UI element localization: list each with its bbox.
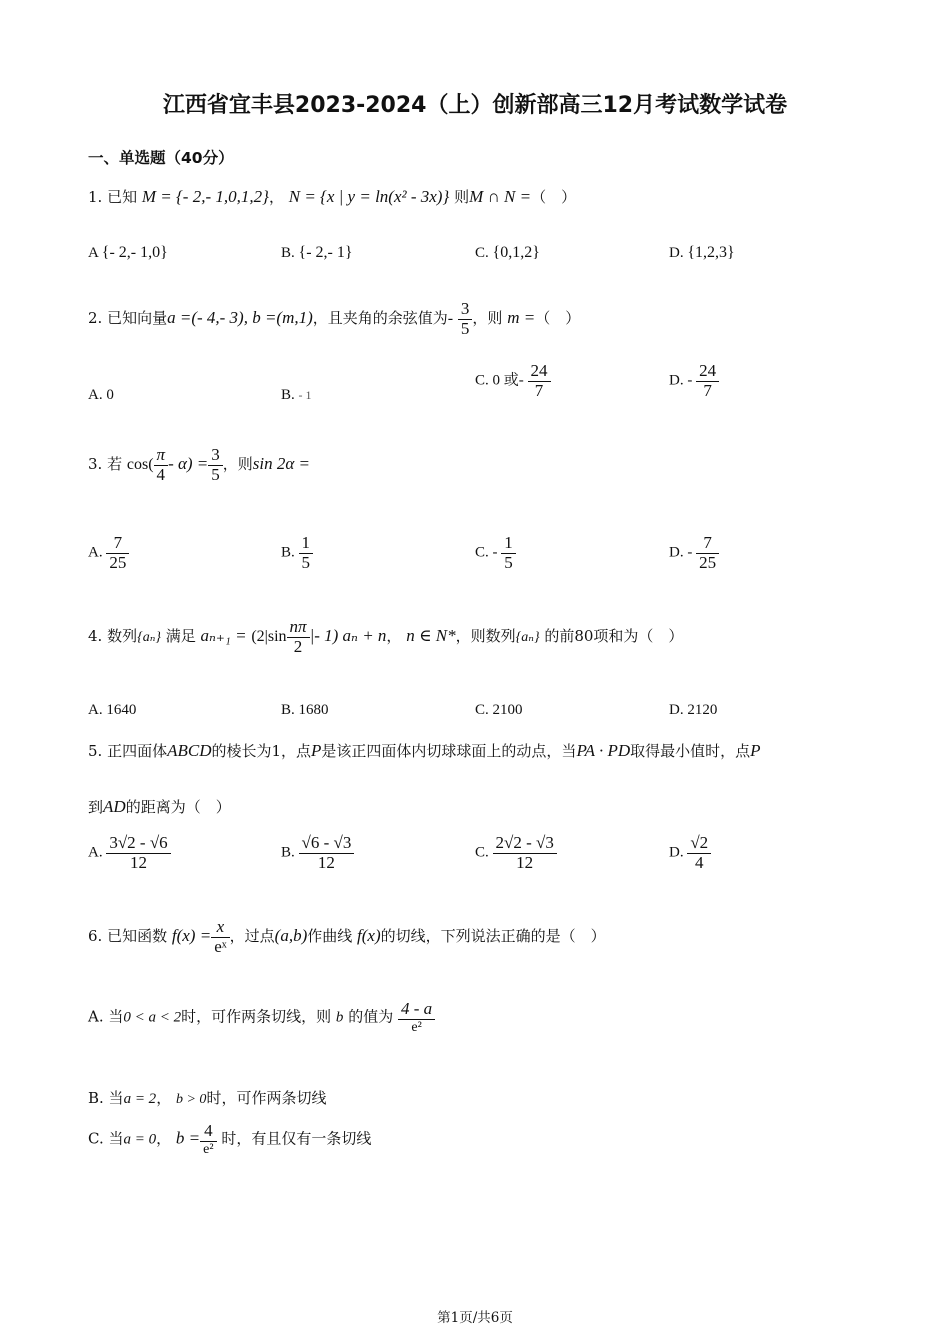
question-1 (88, 186, 576, 207)
q2-mid2: ，则 (472, 309, 503, 328)
q6-option-b (88, 1087, 326, 1108)
q1-option-b-label: B. (281, 245, 295, 261)
q1-option-a-value: {- 2,- 1,0} (101, 244, 168, 261)
q3-expr: sin 2α = (252, 454, 311, 474)
q6-option-c-cond: a = 0 (123, 1131, 157, 1148)
q4-n-den: 2 (293, 636, 303, 656)
q2-bracket: （ ） (535, 309, 581, 328)
q4-option-c: C. 2100 (475, 702, 523, 718)
page-title: 江西省宜丰县2023-2024（上）创新部高三12月考试数学试卷 (162, 93, 788, 118)
q4-option-a: A. 1640 (88, 702, 137, 718)
q1-prefix: 1. 已知 (88, 188, 138, 206)
q5-mid2: 是该正四面体内切球球面上的动点，当 (321, 742, 577, 760)
q1-expr: M ∩ N = (469, 187, 532, 206)
q5-option-a-num: 3√2 - √6 (106, 834, 170, 854)
q2-option-c (475, 362, 551, 400)
q5-option-c-num: 2√2 - √3 (493, 834, 557, 854)
q5-option-b-label: B. (281, 844, 295, 861)
q1-comma: ， (268, 188, 284, 206)
q1-option-b (281, 244, 353, 262)
q5-option-b (281, 834, 354, 872)
q3-rhs-den: 5 (211, 464, 220, 484)
question-4 (88, 618, 683, 656)
q3-option-c-den: 5 (504, 552, 513, 572)
q6-option-c-tail: 时，有且仅有一条切线 (221, 1129, 372, 1148)
q5-line2-pre: 到 (88, 798, 104, 816)
q5-option-b-fraction (299, 834, 355, 872)
q3-pi-fraction (154, 446, 169, 484)
q6-option-a-den: e² (411, 1019, 422, 1035)
q6-option-c (88, 1122, 371, 1157)
page-footer: 第1页/共6页 (437, 1310, 513, 1326)
q3-option-d-label: D. (669, 544, 684, 561)
q1-bracket: （ ） (531, 188, 577, 206)
q6-tail: 的切线，下列说法正确的是（ ） (380, 927, 606, 946)
q6-fx2: f(x) (357, 926, 381, 946)
question-5-line-1 (88, 740, 761, 761)
q2-option-a: A. 0 (88, 387, 114, 403)
q4-n-fraction (287, 618, 310, 656)
q6-option-b-pre: B. 当 (88, 1089, 124, 1107)
q5-line2-post: 的距离为（ ） (125, 798, 231, 816)
q3-option-c-fraction (501, 534, 516, 572)
q3-option-a-num: 7 (106, 534, 129, 554)
q5-option-d-fraction (687, 834, 711, 872)
q2-fraction (458, 300, 473, 338)
q3-option-c-num: 1 (501, 534, 516, 554)
q3-option-a-den: 25 (109, 552, 127, 572)
q3-prefix: 3. 若 (88, 455, 123, 474)
q5-option-c-fraction (493, 834, 557, 872)
q5-option-d (669, 834, 711, 872)
q2-option-b-label: B. (281, 387, 295, 403)
q5-option-a-fraction (106, 834, 170, 872)
q1-set-n: N = {x | y = ln(x² - 3x)} (288, 187, 450, 206)
q2-option-d (669, 362, 719, 400)
question-6 (88, 918, 606, 956)
q6-option-a-tail: 的值为 (348, 1007, 394, 1026)
q2-mid: ，且夹角的余弦值为 (312, 309, 448, 328)
q4-mid1: 满足 (165, 627, 196, 646)
q3-option-b-fraction (299, 534, 314, 572)
q2-prefix: 2. 已知向量 (88, 309, 168, 328)
q1-option-d (669, 244, 735, 262)
q4-seq: {aₙ} (137, 630, 161, 646)
q5-option-c-den: 12 (516, 852, 534, 872)
q6-option-b-cond2: b > 0 (175, 1092, 207, 1107)
q2-option-d-den: 7 (703, 380, 712, 400)
q5-mid3: 取得最小值时，点 (630, 742, 751, 760)
q6-fraction-num: x (211, 918, 229, 938)
q2-expr: m = (507, 308, 536, 328)
q4-comma: ， (386, 627, 402, 646)
q3-option-d-neg: - (687, 544, 693, 561)
q6-option-a-cond: 0 < a < 2 (123, 1009, 182, 1026)
q2-option-d-label: D. (669, 372, 684, 389)
question-3 (88, 446, 310, 484)
q4-rec-pre: (2|sin (251, 628, 287, 646)
q2-fraction-num: 3 (458, 300, 473, 320)
q4-cond: n ∈ N* (406, 626, 456, 646)
q6-option-a-b: b (335, 1009, 344, 1026)
q1-option-c-label: C. (475, 245, 489, 261)
q4-option-d: D. 2120 (669, 702, 718, 718)
q3-option-c-label: C. (475, 544, 489, 561)
q3-option-d-fraction (696, 534, 719, 572)
q6-option-a-num: 4 - a (398, 1000, 435, 1020)
q3-rhs-num: 3 (208, 446, 223, 466)
q5-option-d-den: 4 (695, 852, 704, 872)
q6-option-b-tail: 时，可作两条切线 (206, 1089, 327, 1107)
q2-option-b (281, 387, 312, 404)
q6-option-c-b: b = (175, 1128, 201, 1148)
q5-option-a-label: A. (88, 844, 103, 861)
q1-set-m: M = {- 2,- 1,0,1,2} (141, 187, 269, 206)
q2-option-b-value: - 1 (298, 388, 312, 402)
q2-option-c-label: C. 0 或 (475, 372, 519, 389)
q3-four: 4 (156, 464, 166, 484)
q5-option-a-den: 12 (130, 852, 147, 872)
q3-cos-post: - α) = (168, 454, 209, 474)
q6-option-a-fraction (398, 1000, 435, 1035)
q2-option-c-neg: - (518, 372, 524, 389)
q1-option-b-value: {- 2,- 1} (298, 244, 353, 261)
q5-abcd: ABCD (167, 741, 212, 760)
q4-mid2: ，则数列 (455, 627, 516, 646)
q6-option-c-comma: ， (156, 1129, 172, 1148)
q3-option-c (475, 534, 516, 572)
q5-ad: AD (103, 797, 126, 816)
q6-fraction-den: eˣ (214, 936, 227, 956)
q4-prefix: 4. 数列 (88, 627, 138, 646)
q3-option-a (88, 534, 129, 572)
question-2 (88, 300, 580, 338)
question-5-line-2 (88, 796, 231, 817)
q1-option-d-label: D. (669, 245, 684, 261)
q1-option-a (88, 244, 168, 262)
q5-option-c-label: C. (475, 844, 489, 861)
q4-seq2: {aₙ} (515, 630, 540, 646)
q6-option-b-comma: ， (156, 1089, 172, 1107)
q5-papd: PA · PD (576, 741, 631, 760)
q2-neg: - (447, 310, 454, 328)
q1-option-c (475, 244, 540, 262)
q6-option-a-pre: A. 当 (88, 1007, 124, 1026)
q2-fraction-den: 5 (460, 318, 470, 338)
q3-option-a-fraction (106, 534, 129, 572)
q5-option-d-label: D. (669, 844, 684, 861)
q3-rhs-fraction (208, 446, 223, 484)
q2-option-d-num: 24 (696, 362, 719, 382)
q5-p2: P (750, 741, 761, 760)
q4-rec-post: |- 1) aₙ + n (309, 626, 387, 646)
q6-option-c-pre: C. 当 (88, 1129, 124, 1148)
q3-option-b (281, 534, 313, 572)
section-heading: 一、单选题（40分） (88, 149, 234, 167)
q2-option-d-fraction (696, 362, 719, 400)
q6-option-c-den: e² (203, 1141, 214, 1157)
q6-option-a-mid: 时，可作两条切线，则 (181, 1007, 332, 1026)
q5-option-b-num: √6 - √3 (299, 834, 355, 854)
q6-fraction (211, 918, 229, 956)
q5-option-b-den: 12 (317, 852, 335, 872)
q3-option-d-num: 7 (696, 534, 719, 554)
q5-option-d-num: √2 (687, 834, 711, 854)
q3-option-d-den: 25 (699, 552, 717, 572)
q4-n-num: nπ (287, 618, 310, 638)
q1-option-c-value: {0,1,2} (492, 244, 540, 261)
q1-option-a-label: A (88, 245, 99, 261)
q6-option-b-cond1: a = 2 (123, 1091, 157, 1107)
q6-point: (a,b) (274, 926, 308, 946)
q5-option-c (475, 834, 557, 872)
q6-option-c-num: 4 (200, 1122, 216, 1142)
q6-option-a (88, 1000, 435, 1035)
q3-option-b-label: B. (281, 544, 295, 561)
q5-p: P (311, 741, 322, 760)
q3-option-b-num: 1 (299, 534, 314, 554)
q3-pi: π (154, 446, 169, 466)
q1-tail-pre: 则 (454, 188, 470, 206)
q2-option-c-num: 24 (528, 362, 551, 382)
q5-prefix: 5. 正四面体 (88, 742, 168, 760)
q6-mid1: ，过点 (229, 927, 275, 946)
q3-cos-pre: cos( (126, 456, 154, 474)
q4-tail: 的前80项和为（ ） (544, 627, 684, 646)
q6-fx: f(x) = (171, 926, 212, 946)
q5-option-a (88, 834, 171, 872)
q6-prefix: 6. 已知函数 (88, 927, 168, 946)
q4-option-b: B. 1680 (281, 702, 329, 718)
q3-mid: ，则 (222, 455, 253, 474)
q3-option-b-den: 5 (301, 552, 311, 572)
q6-option-c-fraction (200, 1122, 216, 1157)
q5-mid1: 的棱长为1，点 (211, 742, 312, 760)
q2-option-d-neg: - (687, 372, 693, 389)
q4-lhs: aₙ₊₁ = (200, 626, 247, 646)
q2-option-c-den: 7 (534, 380, 544, 400)
q3-option-c-neg: - (492, 544, 498, 561)
q2-vectors: a =(- 4,- 3), b =(m,1) (167, 308, 313, 328)
q3-option-d (669, 534, 719, 572)
q6-mid2: 作曲线 (307, 927, 353, 946)
q1-option-d-value: {1,2,3} (687, 244, 735, 261)
q2-option-c-fraction (528, 362, 551, 400)
q3-option-a-label: A. (88, 544, 103, 561)
